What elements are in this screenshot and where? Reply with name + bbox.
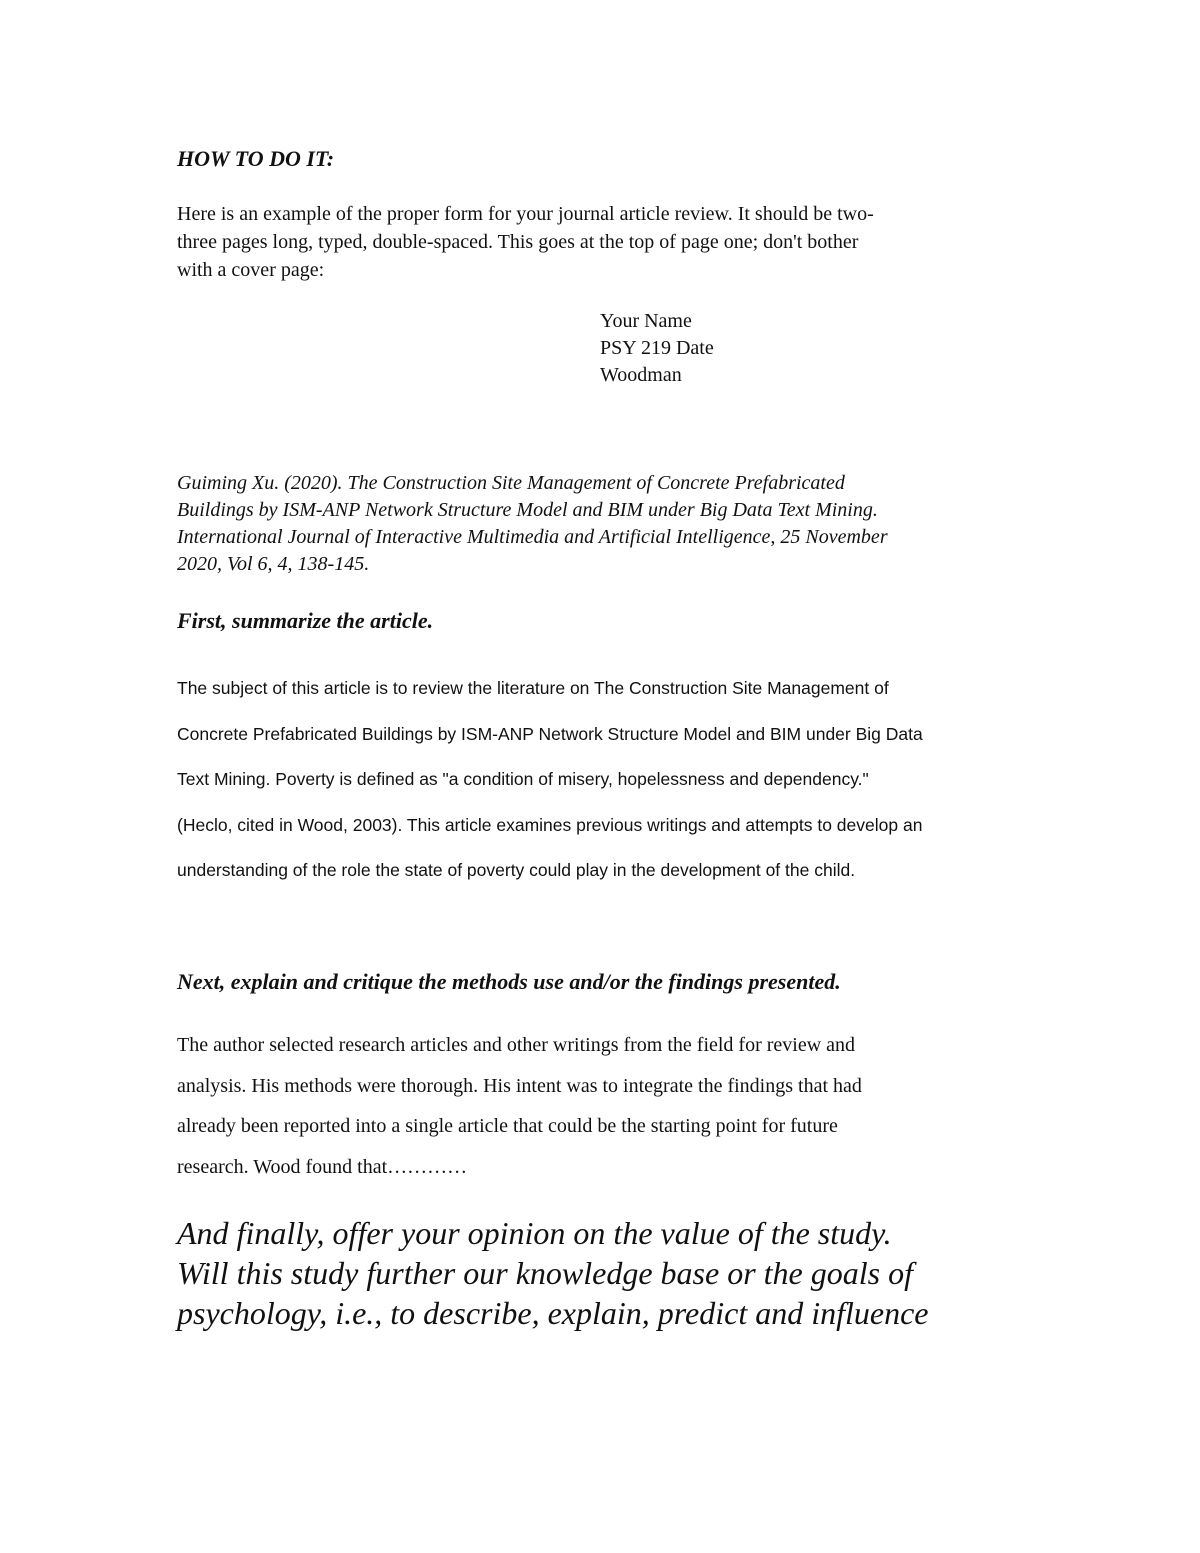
page-heading: HOW TO DO IT:	[177, 146, 335, 171]
summary-line: Text Mining. Poverty is defined as "a condition of misery, hopelessness and dependency."	[177, 769, 869, 789]
critique-line: already been reported into a single article that could be the starting point for future	[177, 1115, 838, 1137]
citation-line: International Journal of Interactive Multimedia and Artificial Intelligence, 25 November	[177, 526, 888, 548]
summary-line: understanding of the role the state of poverty could play in the development of the child.	[177, 860, 856, 880]
intro-line: with a cover page:	[177, 259, 325, 281]
opinion-line: psychology, i.e., to describe, explain, predict and influence	[177, 1295, 929, 1331]
summary-section-title: First, summarize the article.	[177, 608, 434, 633]
instructor-name: Woodman	[600, 364, 682, 386]
critique-line: research. Wood found that…………	[177, 1155, 468, 1178]
critique-section-title: Next, explain and critique the methods use and/or the findings presented.	[177, 969, 841, 994]
critique-line: The author selected research articles and other writings from the field for review and	[177, 1034, 856, 1056]
summary-line: Concrete Prefabricated Buildings by ISM-ANP Network Structure Model and BIM under Big Data	[177, 723, 923, 744]
article-citation	[177, 470, 1057, 578]
intro-line: Here is an example of the proper form for your journal article review. It should be two-	[177, 203, 874, 225]
opinion-line: Will this study further our knowledge base or the goals of	[177, 1255, 913, 1291]
opinion-section-title	[177, 1213, 1077, 1333]
critique-line: analysis. His methods were thorough. His intent was to integrate the findings that had	[177, 1074, 862, 1097]
citation-line: 2020, Vol 6, 4, 138-145.	[177, 553, 370, 575]
summary-line: (Heclo, cited in Wood, 2003). This article examines previous writings and attempts to develop an	[177, 814, 923, 835]
summary-line: The subject of this article is to review the literature on The Construction Site Management of	[177, 678, 889, 698]
summary-paragraph	[177, 666, 1057, 894]
student-header-block	[600, 308, 714, 389]
opinion-line: And finally, offer your opinion on the value of the study.	[177, 1215, 892, 1251]
intro-line: three pages long, typed, double-spaced. This goes at the top of page one; don't bother	[177, 231, 859, 253]
course-date: PSY 219 Date	[600, 337, 714, 359]
student-name: Your Name	[600, 310, 692, 332]
intro-paragraph	[177, 200, 1037, 284]
critique-paragraph	[177, 1025, 1057, 1187]
citation-line: Buildings by ISM-ANP Network Structure Model and BIM under Big Data Text Mining.	[177, 499, 878, 521]
citation-line: Guiming Xu. (2020). The Construction Site Management of Concrete Prefabricated	[177, 472, 845, 494]
